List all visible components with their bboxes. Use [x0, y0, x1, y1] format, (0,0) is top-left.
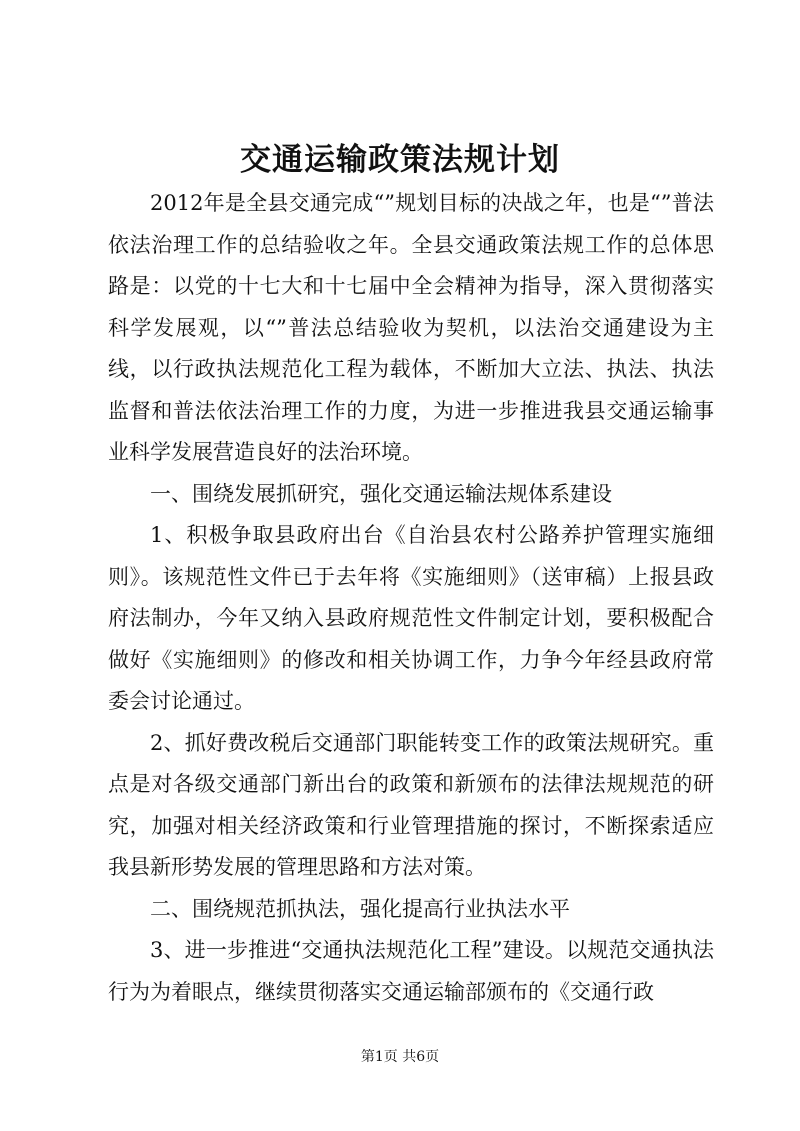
section-heading-two: 二、围绕规范抓执法，强化提高行业执法水平	[150, 896, 570, 921]
page-number-footer: 第1页 共6页	[360, 1049, 440, 1065]
document-body	[108, 183, 714, 1013]
item-paragraph-2: 2、抓好费改税后交通部门职能转变工作的政策法规研究。重点是对各级交通部门新出台的政策和新颁布的法律法规规范的研究，加强对相关经济政策和行业管理措施的探讨，不断探索适应我县新形势发展的管理思路和方法对策。	[108, 730, 714, 879]
section-heading-one: 一、围绕发展抓研究，强化交通运输法规体系建设	[150, 481, 612, 506]
item-paragraph-3: 3、进一步推进“交通执法规范化工程”建设。以规范交通执法行为为着眼点，继续贯彻落实交通运输部颁布的《交通行政	[108, 938, 714, 1004]
document-title: 交通运输政策法规计划	[240, 142, 560, 178]
intro-paragraph: 2012年是全县交通完成“”规划目标的决战之年，也是“”普法依法治理工作的总结验收之年。全县交通政策法规工作的总体思路是：以党的十七大和十七届中全会精神为指导，深入贯彻落实科学发展观，以“”普法总结验收为契机，以法治交通建设为主线，以行政执法规范化工程为载体，不断加大立法、执法、执法监督和普法依法治理工作的力度，为进一步推进我县交通运输事业科学发展营造良好的法治环境。	[108, 191, 714, 464]
item-paragraph-1: 1、积极争取县政府出台《自治县农村公路养护管理实施细则》。该规范性文件已于去年将《实施细则》（送审稿）上报县政府法制办，今年又纳入县政府规范性文件制定计划，要积极配合做好《实施细则》的修改和相关协调工作，力争今年经县政府常委会讨论通过。	[108, 523, 714, 713]
